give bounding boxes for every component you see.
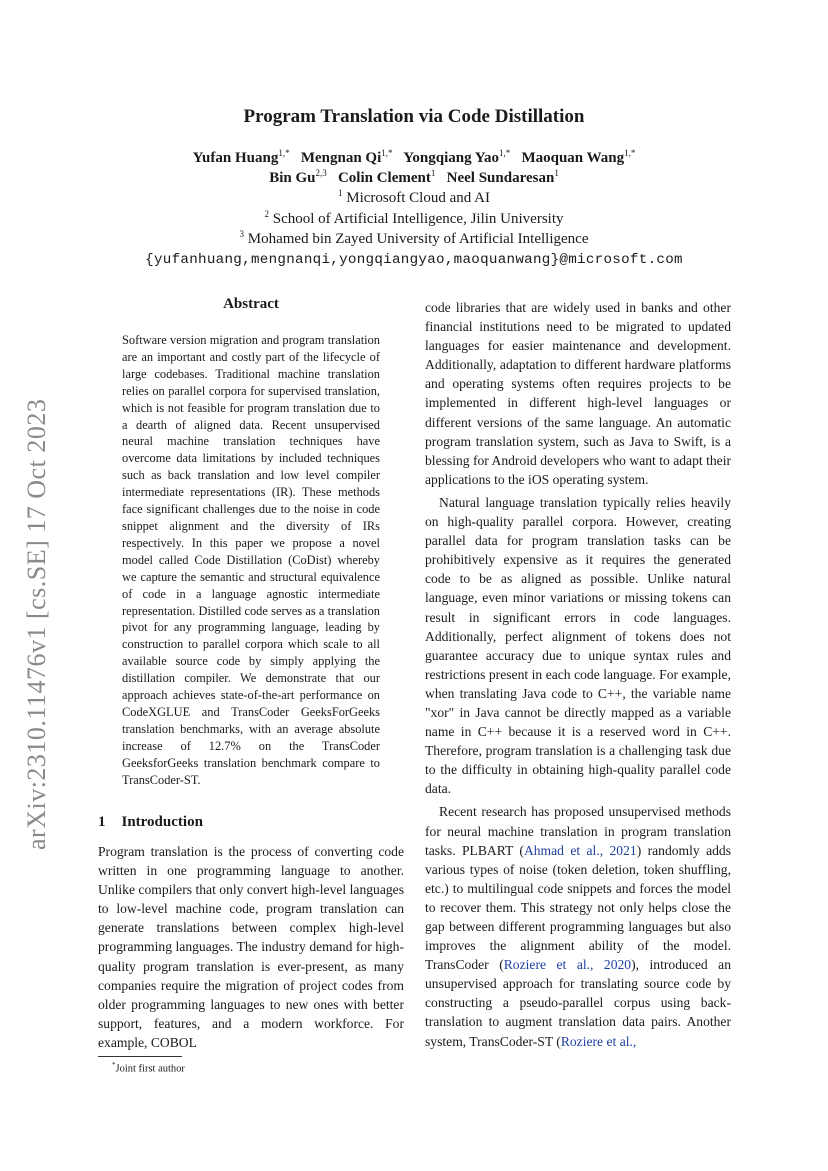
- author-sup: 1: [430, 168, 436, 178]
- paragraph: Natural language translation typically relies heavily on high-quality parallel corpora. However, creating parallel data for program translation tasks can be prohibitively expensive as it requires the generated code to be as aligned as possible. Unlike natural language, even minor variations or missing tokens can result in significant errors in code languages. Additionally, perfect alignment of tokens does not guarantee accuracy due to unique syntax rules and restrictions present in each code language. For example, when translating Java code to C++, the variable name "xor" in Java cannot be directly mapped as a variable name in C++ because it is a reserved word in C++. Therefore, program translation is a challenging task due to the difficulty in obtaining high-quality parallel code data.: [425, 494, 731, 797]
- author-block: [0, 148, 828, 270]
- author-sup: 2,3: [315, 168, 327, 178]
- author-name: Yufan Huang: [192, 150, 279, 166]
- right-column: [425, 298, 731, 1055]
- affiliation: $^3$ Mohamed bin Zayed University of Artificial Intelligence: [239, 229, 589, 247]
- paragraph: Recent research has proposed unsupervised methods for neural machine translation in program translation tasks. PLBART (Ahmad et al., 2021) randomly adds various types of noise (token deletion, token shuffling, etc.) to multilingual code snippets and forces the model to recover them. This strategy not only helps close the gap between different programming languages but also improves the alignment ability of the model. TransCoder (Roziere et al., 2020), introduced an unsupervised approach for translating source code by constructing a pseudo-parallel corpus using back-translation to augment translation data pairs. Another system, TransCoder-ST (Roziere et al.,: [425, 804, 732, 1049]
- section-title: Introduction: [121, 814, 203, 830]
- affiliation: $^2$ School of Artificial Intelligence, Jilin University: [264, 208, 564, 227]
- footnote-rule: [98, 1056, 182, 1057]
- author-sup: 1,*: [381, 148, 393, 158]
- citation-link[interactable]: Roziere et al., 2020: [503, 957, 632, 973]
- author-sup: 1,*: [498, 148, 511, 158]
- author-emails: {yufanhuang,mengnanqi,yongqiangyao,maoquanwang}@microsoft.com: [145, 251, 683, 268]
- abstract-heading: Abstract: [223, 296, 279, 312]
- author-name: Neel Sundaresan: [446, 170, 555, 186]
- authors-line-1: [0, 148, 828, 168]
- section-number: 1: [98, 814, 106, 830]
- paragraph: code libraries that are widely used in banks and other financial institutions need to be migrated to updated languages for easier maintenance and development. Additionally, adaptation to different hardware platforms and operating systems often requires projects to be implemented in different high-level languages or different versions of the same language. An automatic program translation system, such as Java to Swift, is a blessing for Android developers who want to adapt their applications to the iOS operating system.: [425, 300, 731, 487]
- author-name: Bin Gu: [269, 170, 316, 186]
- citation-link[interactable]: Ahmad et al., 2021: [523, 842, 637, 858]
- affiliation: $^1$ Microsoft Cloud and AI: [338, 188, 490, 206]
- authors-line-2: [0, 168, 828, 188]
- author-name: Maoquan Wang: [521, 150, 625, 166]
- abstract-text: Software version migration and program translation are an important and costly part of the lifecycle of large codebases. Traditional machine translation relies on parallel corpora for supervised translation, which is not feasible for program translation due to a dearth of aligned data. Recent unsupervised neural machine translation techniques have overcome data limitations by included techniques such as back translation and low level compiler intermediate representations (IR). These methods face significant challenges due to the noise in code snippet alignment and the diversity of IRs respectively. In this paper we propose a novel model called Code Distillation (CoDist) whereby we capture the semantic and structural equivalence of code in a language agnostic intermediate representation. Distilled code serves as a translation pivot for any programming language, leading by construction to parallel corpora which scale to all available source code by simply applying the distillation compiler. We demonstrate that our approach achieves state-of-the-art performance on CodeXGLUE and TransCoder GeeksForGeeks translation benchmarks, with an average absolute increase of 12.7% on the TransCoder GeeksforGeeks translation benchmark compare to TransCoder-ST.: [122, 333, 380, 787]
- author-name: Colin Clement: [337, 170, 431, 186]
- author-name: Yongqiang Yao: [403, 150, 499, 166]
- arxiv-stamp: arXiv:2310.11476v1 [cs.SE] 17 Oct 2023: [22, 398, 51, 850]
- author-sup: 1,*: [278, 148, 290, 158]
- citation-link[interactable]: Roziere et al.,: [560, 1033, 637, 1049]
- footnote: *Joint first author: [112, 1061, 185, 1075]
- author-sup: 1: [554, 168, 559, 178]
- paper-title: Program Translation via Code Distillation: [243, 106, 585, 127]
- author-name: Mengnan Qi: [300, 150, 382, 166]
- section-heading: [98, 814, 203, 831]
- author-sup: 1,*: [624, 148, 636, 158]
- intro-paragraph: Program translation is the process of converting code written in one programming language to another. Unlike compilers that only convert high-level languages to low-level machine code, program translation can generate translations between complex high-level programming languages. The industry demand for high-quality program translation is ever-present, as many companies require the migration of project codes from older programming languages to new ones with better support, features, and a modern workforce. For example, COBOL: [98, 844, 404, 1050]
